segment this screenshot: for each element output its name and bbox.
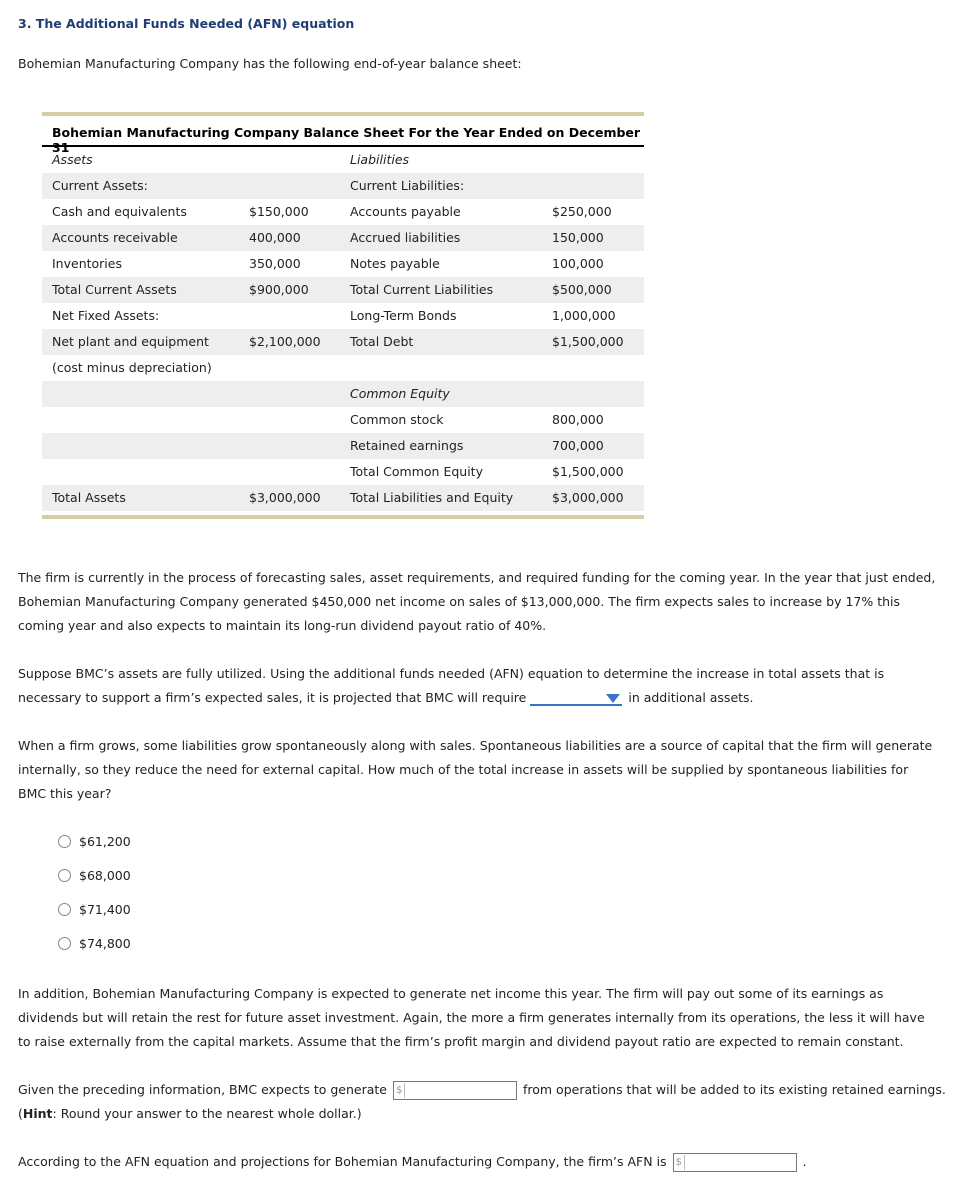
asset-requirement-text: Suppose BMC’s assets are fully utilized. Using the additional funds needed (AFN) equation to determine the increase in total assets that is necessary to support a firm’s expected sales, it is projected that BMC will require <box>18 666 885 705</box>
liability-label: Notes payable <box>350 256 440 271</box>
balance-sheet-row <box>42 485 644 511</box>
liability-label: Retained earnings <box>350 438 464 453</box>
liability-label <box>340 355 542 381</box>
radio-button[interactable] <box>58 937 71 950</box>
liability-value: $500,000 <box>552 282 612 297</box>
liability-value <box>542 173 644 199</box>
balance-sheet-row <box>42 277 644 303</box>
asset-value: $2,100,000 <box>249 334 321 349</box>
additional-assets-dropdown[interactable] <box>530 692 622 706</box>
asset-value: 400,000 <box>249 230 301 245</box>
retained-earnings-input[interactable] <box>393 1081 517 1100</box>
asset-value <box>239 355 340 381</box>
afn-question-tail: . <box>802 1154 807 1169</box>
asset-value: $150,000 <box>249 204 309 219</box>
balance-sheet-title: Bohemian Manufacturing Company Balance Sheet For the Year Ended on December 31 <box>42 116 644 147</box>
balance-sheet-row <box>42 355 644 381</box>
answer-option-label: $71,400 <box>79 901 131 917</box>
asset-requirement-tail: in additional assets. <box>628 690 754 705</box>
question-heading: 3. The Additional Funds Needed (AFN) equation <box>18 16 355 31</box>
asset-label <box>42 433 239 459</box>
balance-sheet-row <box>42 303 644 329</box>
asset-value <box>239 433 340 459</box>
retained-earnings-paragraph: In addition, Bohemian Manufacturing Company is expected to generate net income this year. The firm will pay out some of its earnings as dividends but will retain the rest for future asset investment. Again, the more a firm generates internally from its operations, the less it will have to raise externally from the capital markets. Assume that the firm’s profit margin and dividend payout ratio are expected to remain constant. <box>18 986 925 1049</box>
radio-button[interactable] <box>58 903 71 916</box>
asset-label: Total Current Assets <box>52 282 177 297</box>
liability-value: 100,000 <box>552 256 604 271</box>
balance-sheet-bottom-rule <box>42 515 644 519</box>
asset-label <box>42 459 239 485</box>
asset-value <box>239 303 340 329</box>
asset-value: 350,000 <box>249 256 301 271</box>
liability-value <box>542 355 644 381</box>
balance-sheet-row <box>42 329 644 355</box>
asset-label: (cost minus depreciation) <box>52 360 212 375</box>
liability-value: $250,000 <box>552 204 612 219</box>
balance-sheet-row <box>42 251 644 277</box>
dollar-sign-icon: $ <box>396 1083 405 1098</box>
asset-label: Total Assets <box>52 490 126 505</box>
liability-value: 800,000 <box>552 412 604 427</box>
liability-value: $1,500,000 <box>552 464 624 479</box>
answer-option-label: $61,200 <box>79 833 131 849</box>
asset-label <box>42 407 239 433</box>
asset-value <box>239 173 340 199</box>
balance-sheet-row <box>42 459 644 485</box>
spontaneous-liabilities-paragraph: When a firm grows, some liabilities grow spontaneously along with sales. Spontaneous liabilities are a source of capital that the firm will generate internally, so they reduce the need for external capital. How much of the total increase in assets will be supplied by spontaneous liabilities for BMC this year? <box>18 738 933 801</box>
balance-sheet-row <box>42 433 644 459</box>
asset-value <box>239 459 340 485</box>
liability-label: Total Debt <box>350 334 414 349</box>
liability-value: $3,000,000 <box>552 490 624 505</box>
liability-value: 700,000 <box>552 438 604 453</box>
liability-label: Accrued liabilities <box>350 230 461 245</box>
liability-label: Total Liabilities and Equity <box>350 490 514 505</box>
liability-value: 150,000 <box>552 230 604 245</box>
balance-sheet-header-row <box>42 147 644 173</box>
answer-option[interactable] <box>58 824 131 858</box>
asset-label: Current Assets: <box>52 178 148 193</box>
answer-options <box>58 824 131 960</box>
balance-sheet-row <box>42 225 644 251</box>
radio-button[interactable] <box>58 835 71 848</box>
asset-label: Accounts receivable <box>52 230 178 245</box>
afn-input[interactable] <box>673 1153 797 1172</box>
asset-label <box>42 381 239 407</box>
liability-label: Total Common Equity <box>350 464 483 479</box>
asset-value <box>239 381 340 407</box>
hint-label: Hint <box>22 1106 53 1121</box>
asset-label: Cash and equivalents <box>52 204 187 219</box>
liability-label: Current Liabilities: <box>350 178 465 193</box>
liability-value: 1,000,000 <box>552 308 616 323</box>
asset-requirement-paragraph <box>18 662 938 710</box>
hint-open: ( <box>18 1106 23 1121</box>
dropdown-arrow-icon <box>606 694 620 703</box>
asset-label: Net Fixed Assets: <box>52 308 160 323</box>
liability-value <box>542 381 644 407</box>
answer-option[interactable] <box>58 926 131 960</box>
balance-sheet <box>42 112 644 519</box>
answer-option-label: $68,000 <box>79 867 131 883</box>
liability-label: Common Equity <box>350 386 450 401</box>
generate-question <box>18 1078 946 1126</box>
asset-value: $900,000 <box>249 282 309 297</box>
dollar-sign-icon: $ <box>676 1155 685 1170</box>
balance-sheet-row <box>42 173 644 199</box>
balance-sheet-row <box>42 407 644 433</box>
balance-sheet-row <box>42 381 644 407</box>
asset-value <box>239 407 340 433</box>
asset-label: Inventories <box>52 256 122 271</box>
balance-sheet-body <box>42 173 644 511</box>
liability-label: Accounts payable <box>350 204 461 219</box>
answer-option-label: $74,800 <box>79 935 131 951</box>
forecast-paragraph: The firm is currently in the process of forecasting sales, asset requirements, and required funding for the coming year. In the year that just ended, Bohemian Manufacturing Company generated $450,000 net income on sales of $13,000,000. The firm expects sales to increase by 17% this coming year and also expects to maintain its long-run dividend payout ratio of 40%. <box>18 570 936 633</box>
asset-label: Net plant and equipment <box>52 334 209 349</box>
generate-question-tail: from operations that will be added to its existing retained earnings. <box>522 1082 946 1097</box>
asset-value: $3,000,000 <box>249 490 321 505</box>
assets-header: Assets <box>52 152 93 167</box>
afn-question <box>18 1150 807 1174</box>
liability-value: $1,500,000 <box>552 334 624 349</box>
generate-question-text: Given the preceding information, BMC expects to generate <box>18 1082 387 1097</box>
liability-label: Total Current Liabilities <box>350 282 494 297</box>
answer-option[interactable] <box>58 858 131 892</box>
afn-question-text: According to the AFN equation and projections for Bohemian Manufacturing Company, the firm’s AFN is <box>18 1154 667 1169</box>
liability-label: Common stock <box>350 412 444 427</box>
liabilities-header: Liabilities <box>350 152 410 167</box>
liability-label: Long-Term Bonds <box>350 308 457 323</box>
answer-option[interactable] <box>58 892 131 926</box>
radio-button[interactable] <box>58 869 71 882</box>
intro-text: Bohemian Manufacturing Company has the following end-of-year balance sheet: <box>18 56 522 71</box>
hint-text: : Round your answer to the nearest whole dollar.) <box>52 1106 362 1121</box>
balance-sheet-row <box>42 199 644 225</box>
